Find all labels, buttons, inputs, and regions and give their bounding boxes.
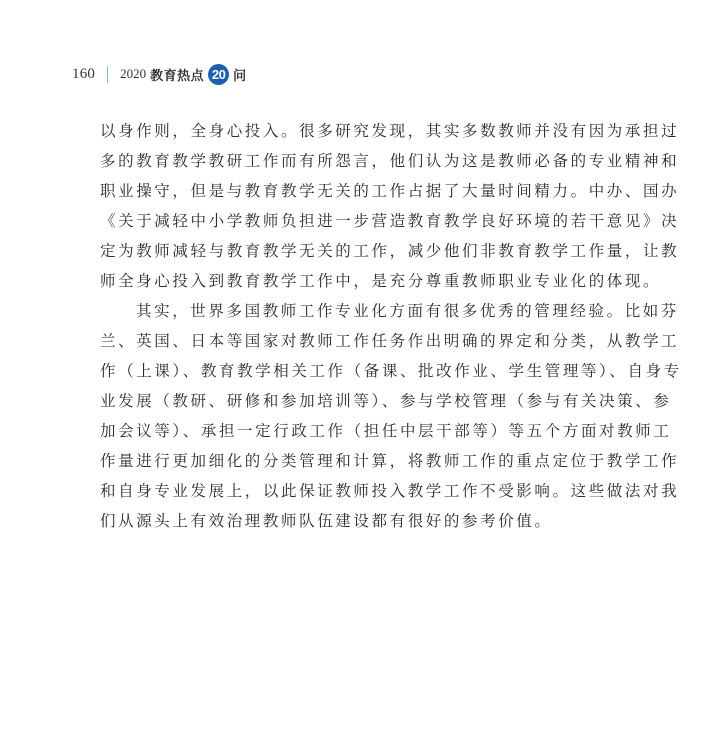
page-number: 160 <box>72 65 96 82</box>
book-title <box>120 64 246 85</box>
text-line: 定为教师减轻与教育教学无关的工作，减少他们非教育教学工作量，让教 <box>100 242 680 260</box>
text-line: 以身作则，全身心投入。很多研究发现，其实多数教师并没有因为承担过 <box>100 122 680 140</box>
number-badge: 20 <box>208 64 229 85</box>
text-line: 多的教育教学教研工作而有所怨言，他们认为这是教师必备的专业精神和 <box>100 152 680 170</box>
text-line: 作（上课）、教育教学相关工作（备课、批改作业、学生管理等）、自身专 <box>100 362 682 380</box>
text-line: 其实，世界多国教师工作专业化方面有很多优秀的管理经验。比如芬 <box>136 302 680 320</box>
text-line: 职业操守，但是与教育教学无关的工作占据了大量时间精力。中办、国办 <box>100 182 680 200</box>
header-divider <box>107 66 108 83</box>
paragraph-2 <box>100 296 682 536</box>
text-line: 《关于减轻中小学教师负担进一步营造教育教学良好环境的若干意见》决 <box>100 212 680 230</box>
text-line: 和自身专业发展上，以此保证教师投入教学工作不受影响。这些做法对我 <box>100 482 680 500</box>
text-line: 作量进行更加细化的分类管理和计算，将教师工作的重点定位于教学工作 <box>100 452 680 470</box>
body-text <box>100 116 682 536</box>
book-year: 2020 <box>120 66 147 81</box>
paragraph-1 <box>100 116 680 296</box>
text-line: 师全身心投入到教育教学工作中，是充分尊重教师职业专业化的体现。 <box>100 272 662 290</box>
text-line: 们从源头上有效治理教师队伍建设都有很好的参考价值。 <box>100 512 553 530</box>
text-line: 业发展（教研、研修和参加培训等）、参与学校管理（参与有关决策、参 <box>100 392 672 410</box>
book-name: 教育热点 <box>150 68 205 84</box>
text-line: 兰、英国、日本等国家对教师工作任务作出明确的界定和分类，从教学工 <box>100 332 680 350</box>
text-line: 加会议等）、承担一定行政工作（担任中层干部等）等五个方面对教师工 <box>100 422 672 440</box>
book-suffix: 问 <box>233 68 247 84</box>
running-header <box>72 62 246 86</box>
